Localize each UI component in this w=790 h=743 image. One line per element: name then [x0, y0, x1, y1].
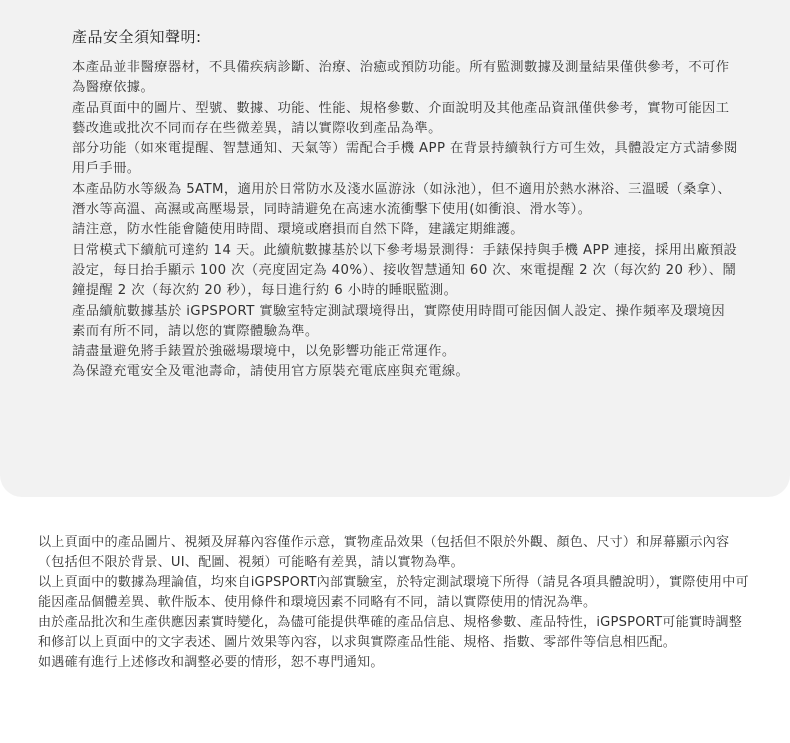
notice-paragraph-medical: 本產品並非醫療器材，不具備疾病診斷、治療、治癒或預防功能。所有監測數據及測量結果僅供參考，不可作為醫療依據。	[72, 60, 730, 96]
footer-paragraph-revisions: 由於產品批次和生產供應因素實時變化，為儘可能提供準確的產品信息、規格參數、產品特性，iGPSPORT可能實時調整和修訂以上頁面中的文字表述、圖片效果等內容，以求與實際產品性能、規格、指數、零部件等信息相匹配。	[38, 615, 743, 650]
notice-paragraph-app-features: 部分功能（如來電提醒、智慧通知、天氣等）需配合手機 APP 在背景持續執行方可生效，具體設定方式請參閱用戶手冊。	[72, 141, 738, 177]
notice-paragraph-product-info: 產品頁面中的圖片、型號、數據、功能、性能、規格參數、介面說明及其他產品資訊僅供參考，實物可能因工藝改進或批次不同而存在些微差異，請以實際收到產品為準。	[72, 100, 730, 136]
safety-notice-body	[72, 58, 738, 383]
notice-paragraph-waterproof: 本產品防水等級為 5ATM，適用於日常防水及淺水區游泳（如泳池），但不適用於熱水淋浴、三溫暖（桑拿）、潛水等高溫、高濕或高壓場景，同時請避免在高速水流衝擊下使用(如衝浪、滑水等）。	[72, 181, 732, 218]
safety-notice-title: 產品安全須知聲明:	[72, 28, 202, 46]
notice-paragraph-charging: 為保證充電安全及電池壽命，請使用官方原裝充電底座與充電線。	[72, 364, 470, 380]
notice-paragraph-battery-lab: 產品續航數據基於 iGPSPORT 實驗室特定測試環境得出，實際使用時間可能因個人設定、操作頻率及環境因素而有所不同，請以您的實際體驗為準。	[72, 303, 726, 339]
footer-paragraph-no-notice: 如遇確有進行上述修改和調整必要的情形，恕不專門通知。	[38, 655, 384, 670]
notice-paragraph-waterproof-decline: 請注意，防水性能會隨使用時間、環境或磨損而自然下降，建議定期維護。	[72, 222, 524, 238]
notice-paragraph-magnetic: 請盡量避免將手錶置於強磁場環境中，以免影響功能正常運作。	[72, 344, 456, 360]
footer-paragraph-images: 以上頁面中的產品圖片、視頻及屏幕內容僅作示意，實物產品效果（包括但不限於外觀、顏色、尺寸）和屏幕顯示內容（包括但不限於背景、UI、配圖、視頻）可能略有差異，請以實物為準。	[38, 535, 730, 570]
footer-paragraph-data: 以上頁面中的數據為理論值，均來自iGPSPORT內部實驗室，於特定測試環境下所得（請見各項具體說明），實際使用中可能因產品個體差異、軟件版本、使用條件和環境因素不同略有不同，請以實際使用的情況為準。	[38, 575, 749, 610]
notice-paragraph-battery-test: 日常模式下續航可達約 14 天。此續航數據基於以下參考場景測得：手錶保持與手機 APP 連接，採用出廠預設設定，每日抬手顯示 100 次（亮度固定為 40%）、接收智慧通知 60 次、來電提醒 2 次（每次約 20 秒）、鬧鐘提醒 2 次（每次約 20 秒），每日進行約 6 小時的睡眠監測。	[72, 242, 738, 299]
disclaimer-footer	[38, 533, 754, 673]
